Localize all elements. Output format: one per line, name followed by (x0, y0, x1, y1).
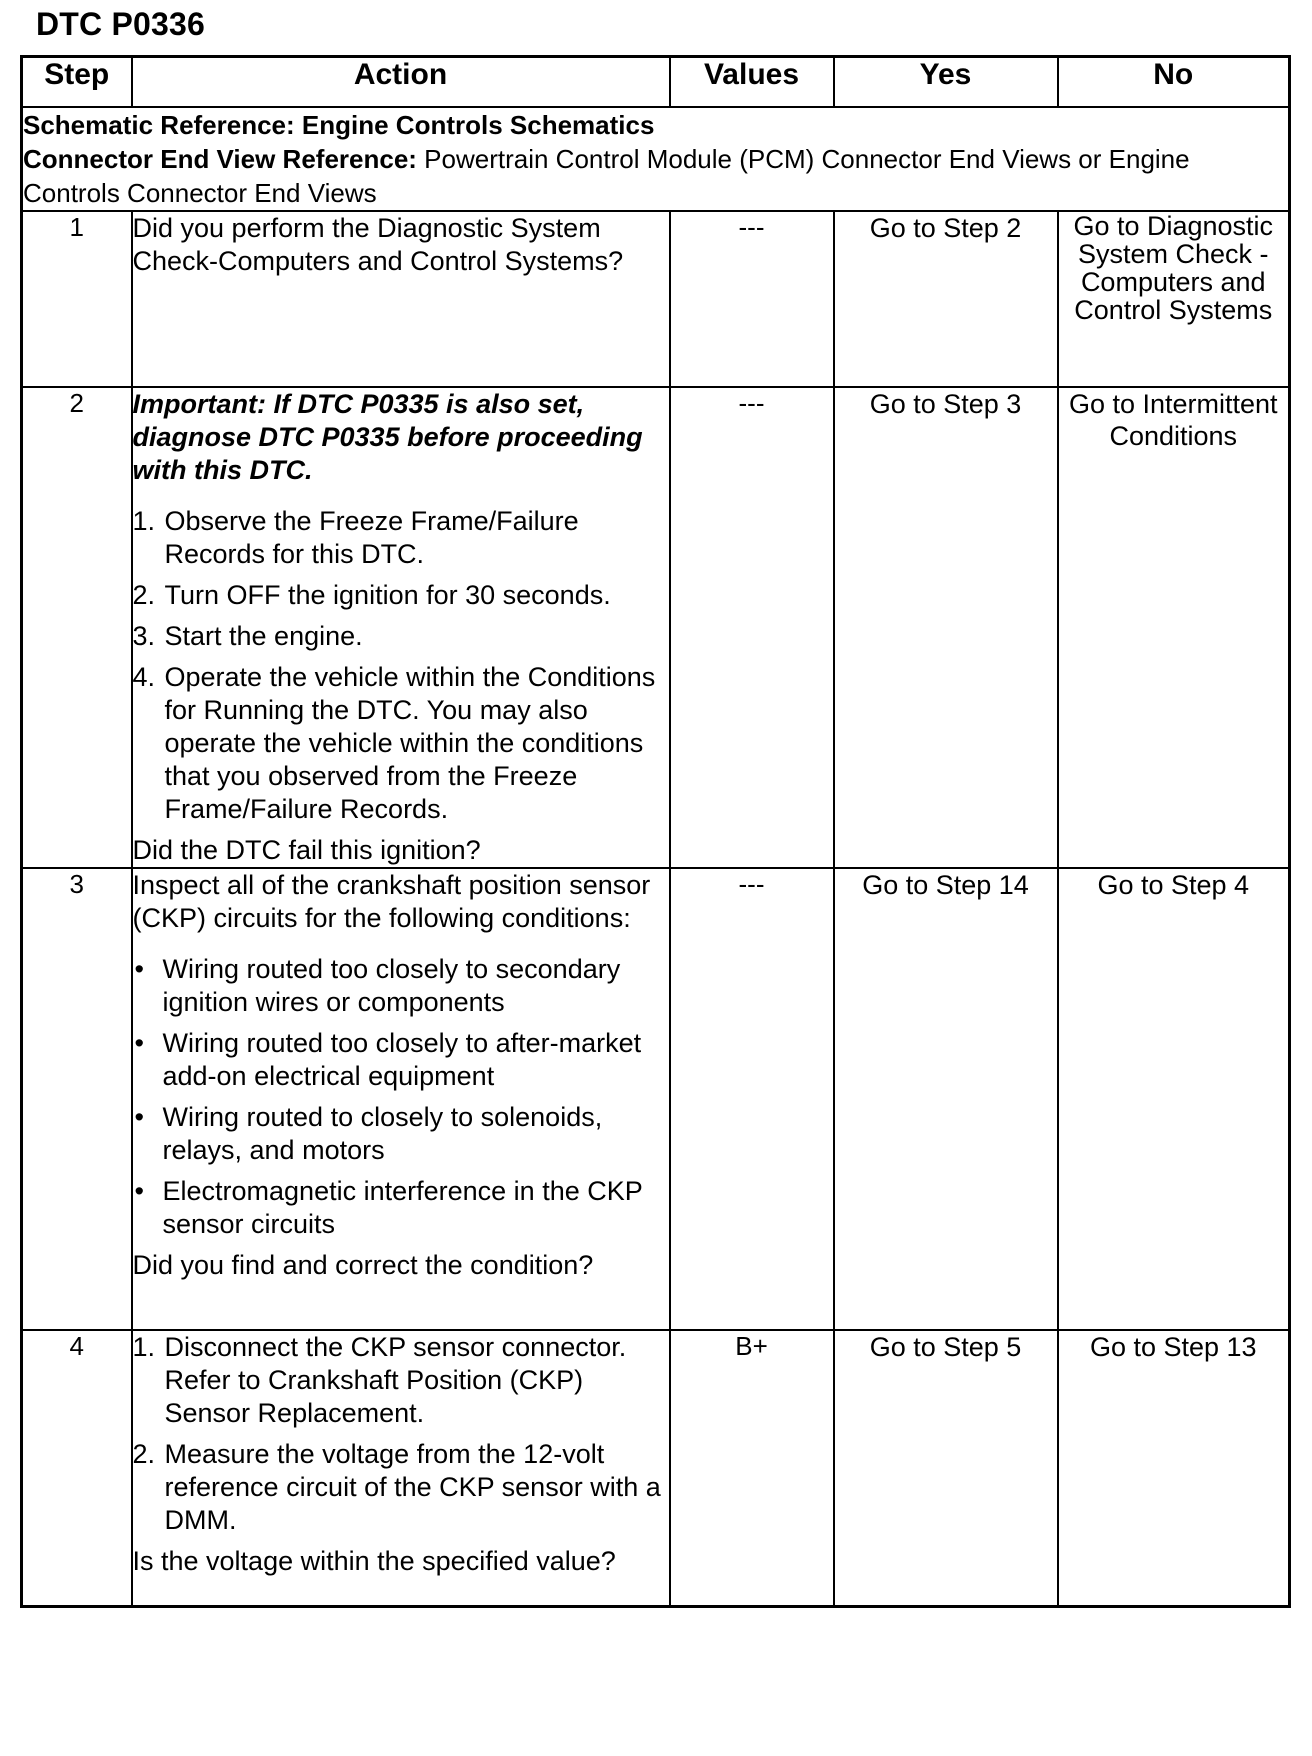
list-item: 3. Start the engine. (163, 620, 669, 653)
header-no: No (1058, 57, 1290, 108)
connector-reference-label: Connector End View Reference: (23, 144, 417, 174)
list-item: 2. Measure the voltage from the 12-volt reference circuit of the CKP sensor with a DMM. (163, 1438, 669, 1537)
no-cell: Go to Step 13 (1058, 1330, 1290, 1606)
header-step: Step (22, 57, 132, 108)
list-item: 2. Turn OFF the ignition for 30 seconds. (163, 579, 669, 612)
action-cell (132, 387, 670, 868)
list-item: • Wiring routed too closely to secondary ignition wires or components (134, 954, 621, 1017)
step-number: 2 (22, 387, 132, 868)
header-yes: Yes (834, 57, 1058, 108)
list-item: • Wiring routed too closely to after-market add-on electrical equipment (134, 1028, 642, 1091)
header-action: Action (132, 57, 670, 108)
step-number: 3 (22, 868, 132, 1330)
table-row (22, 868, 1290, 1330)
no-cell: Go to Step 4 (1058, 868, 1290, 1330)
diagnostic-table (20, 55, 1291, 1608)
table-row (22, 387, 1290, 868)
action-steps (133, 505, 669, 826)
value-cell: --- (670, 211, 834, 387)
value-cell: B+ (670, 1330, 834, 1606)
yes-cell: Go to Step 2 (834, 211, 1058, 387)
page-title: DTC P0336 (36, 6, 205, 42)
bullet-icon: • (134, 1028, 144, 1058)
connector-reference (23, 142, 1288, 210)
header-row (22, 57, 1290, 108)
reference-cell (22, 107, 1290, 211)
action-question: Did the DTC fail this ignition? (132, 835, 481, 865)
step-number: 1 (22, 211, 132, 387)
no-cell: Go to Diagnostic System Check - Computers and Control Systems (1058, 211, 1290, 387)
yes-cell: Go to Step 14 (834, 868, 1058, 1330)
table-row (22, 1330, 1290, 1606)
action-cell (132, 868, 670, 1330)
connector-reference-text: Powertrain Control Module (PCM) Connector End Views or Engine Controls Connector End Views (23, 144, 1190, 208)
list-item: 1. Observe the Freeze Frame/Failure Records for this DTC. (163, 505, 669, 571)
action-question: Did you perform the Diagnostic System Check-Computers and Control Systems? (132, 213, 624, 276)
no-cell: Go to Intermittent Conditions (1058, 387, 1290, 868)
list-item: 1. Disconnect the CKP sensor connector. Refer to Crankshaft Position (CKP) Sensor Replacement. (163, 1331, 669, 1430)
bullet-icon: • (134, 1176, 144, 1206)
action-cell (132, 1330, 670, 1606)
step-number: 4 (22, 1330, 132, 1606)
table-row (22, 211, 1290, 387)
yes-cell: Go to Step 5 (834, 1330, 1058, 1606)
action-question: Did you find and correct the condition? (132, 1250, 594, 1280)
action-steps (133, 1331, 669, 1537)
list-item: • Wiring routed to closely to solenoids, relays, and motors (134, 1102, 603, 1165)
action-cell (132, 211, 670, 387)
yes-cell: Go to Step 3 (834, 387, 1058, 868)
list-item: 4. Operate the vehicle within the Conditions for Running the DTC. You may also operate the vehicle within the conditions that you observed from the Freeze Frame/Failure Records. (163, 661, 669, 826)
reference-row (22, 107, 1290, 211)
action-intro: Inspect all of the crankshaft position sensor (CKP) circuits for the following conditions: (132, 870, 651, 933)
schematic-reference: Schematic Reference: Engine Controls Schematics (23, 110, 655, 140)
header-values: Values (670, 57, 834, 108)
bullet-icon: • (134, 1102, 144, 1132)
condition-list (133, 953, 669, 1241)
important-note: Important: If DTC P0335 is also set, diagnose DTC P0335 before proceeding with this DTC. (132, 389, 643, 485)
action-question: Is the voltage within the specified value? (132, 1546, 616, 1576)
value-cell: --- (670, 387, 834, 868)
bullet-icon: • (134, 954, 144, 984)
value-cell: --- (670, 868, 834, 1330)
list-item: • Electromagnetic interference in the CKP sensor circuits (134, 1176, 643, 1239)
